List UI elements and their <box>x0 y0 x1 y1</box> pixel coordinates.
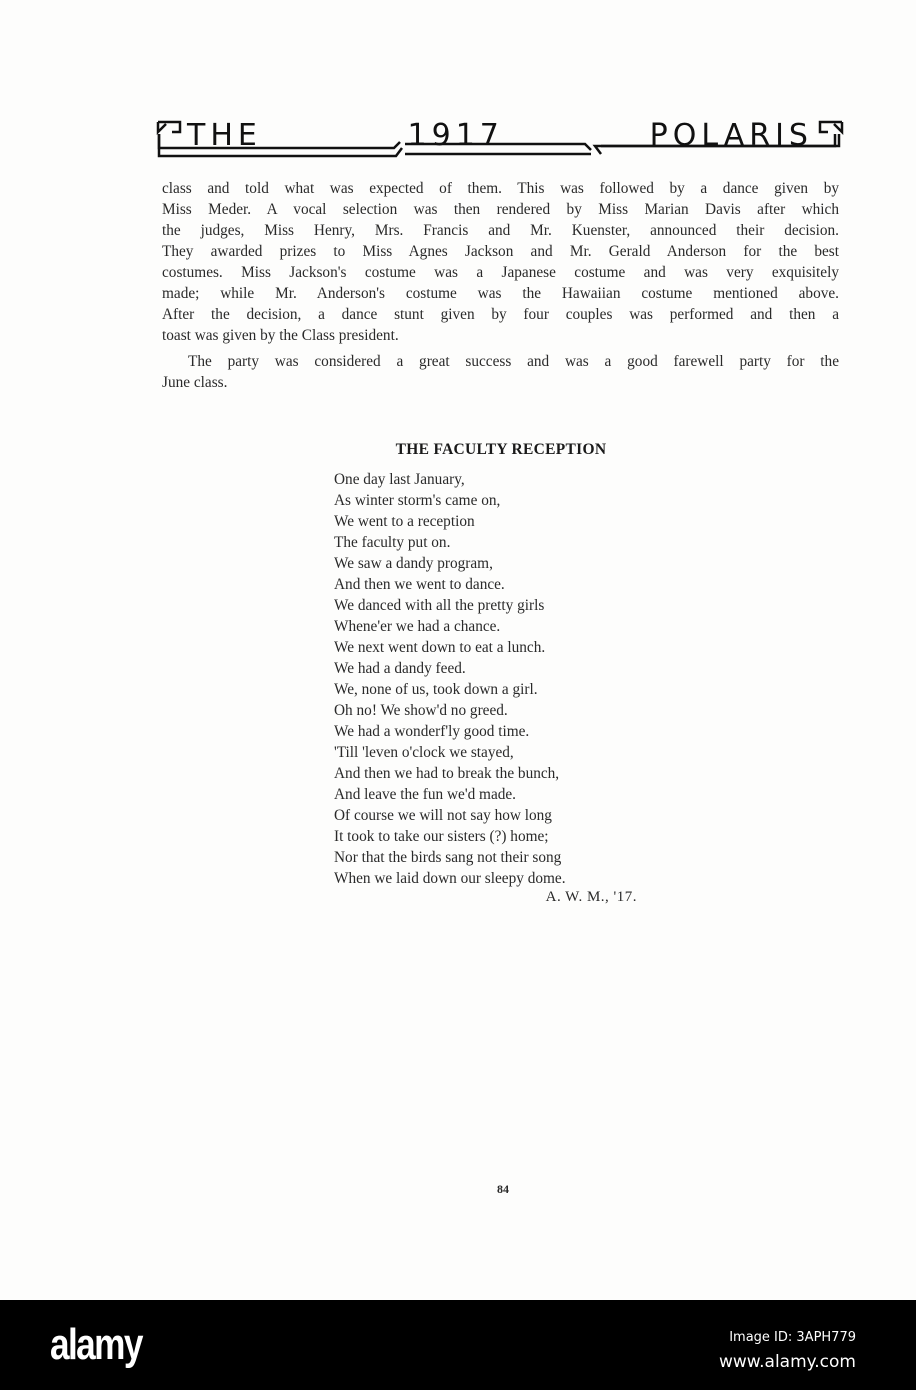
text-line: class and told what was expected of them. This was followed by a dance given by <box>162 180 839 197</box>
article-body <box>162 178 839 393</box>
poem-line: And then we had to break the bunch, <box>334 765 560 782</box>
text-line: toast was given by the Class president. <box>162 327 399 344</box>
poem-line: It took to take our sisters (?) home; <box>334 828 549 845</box>
masthead-year: 1917 <box>407 117 504 153</box>
poem-line: We went to a reception <box>334 513 475 530</box>
text-line: the judges, Miss Henry, Mrs. Francis and Mr. Kuenster, announced their decision. <box>162 222 839 239</box>
alamy-logo: alamy <box>50 1320 142 1369</box>
paragraph-1 <box>162 178 839 346</box>
masthead-the: THE <box>187 117 262 153</box>
masthead-polaris: POLARIS <box>649 117 813 153</box>
poem-title: THE FACULTY RECEPTION <box>395 441 607 458</box>
poem-line: 'Till 'leven o'clock we stayed, <box>334 744 514 761</box>
image-id: Image ID: 3APH779 <box>729 1330 856 1345</box>
poem-line: We had a dandy feed. <box>334 660 466 677</box>
poem-line: We danced with all the pretty girls <box>334 597 545 614</box>
poem-line: We, none of us, took down a girl. <box>334 681 538 698</box>
poem-line: As winter storm's came on, <box>334 492 501 509</box>
poem-line: We saw a dandy program, <box>334 555 493 572</box>
poem-line: One day last January, <box>334 471 465 488</box>
site-url: www.alamy.com <box>718 1352 856 1372</box>
text-line: June class. <box>162 374 228 391</box>
text-line: made; while Mr. Anderson's costume was the Hawaiian costume mentioned above. <box>162 285 839 302</box>
masthead <box>155 118 845 160</box>
text-line: After the decision, a dance stunt given by four couples was performed and then a <box>162 306 839 323</box>
poem-line: When we laid down our sleepy dome. <box>334 870 566 887</box>
poem-line: Nor that the birds sang not their song <box>334 849 562 866</box>
watermark-bar <box>0 1300 916 1390</box>
text-line: They awarded prizes to Miss Agnes Jackson and Mr. Gerald Anderson for the best <box>162 243 839 260</box>
text-line: The party was considered a great success and was a good farewell party for the <box>188 353 839 370</box>
poem-line: And then we went to dance. <box>334 576 505 593</box>
poem-line: The faculty put on. <box>334 534 451 551</box>
poem-line: Whene'er we had a chance. <box>334 618 501 635</box>
poem-signature: A. W. M., '17. <box>545 889 637 905</box>
text-line: costumes. Miss Jackson's costume was a Japanese costume and was very exquisitely <box>162 264 839 281</box>
poem-line: And leave the fun we'd made. <box>334 786 517 803</box>
poem-line: We had a wonderf'ly good time. <box>334 723 530 740</box>
page-number: 84 <box>497 1182 509 1196</box>
poem-line: Of course we will not say how long <box>334 807 552 824</box>
text-line: Miss Meder. A vocal selection was then rendered by Miss Marian Davis after which <box>162 201 839 218</box>
poem-line: Oh no! We show'd no greed. <box>334 702 508 719</box>
poem-line: We next went down to eat a lunch. <box>334 639 546 656</box>
paragraph-2 <box>162 351 839 393</box>
poem <box>334 469 566 889</box>
